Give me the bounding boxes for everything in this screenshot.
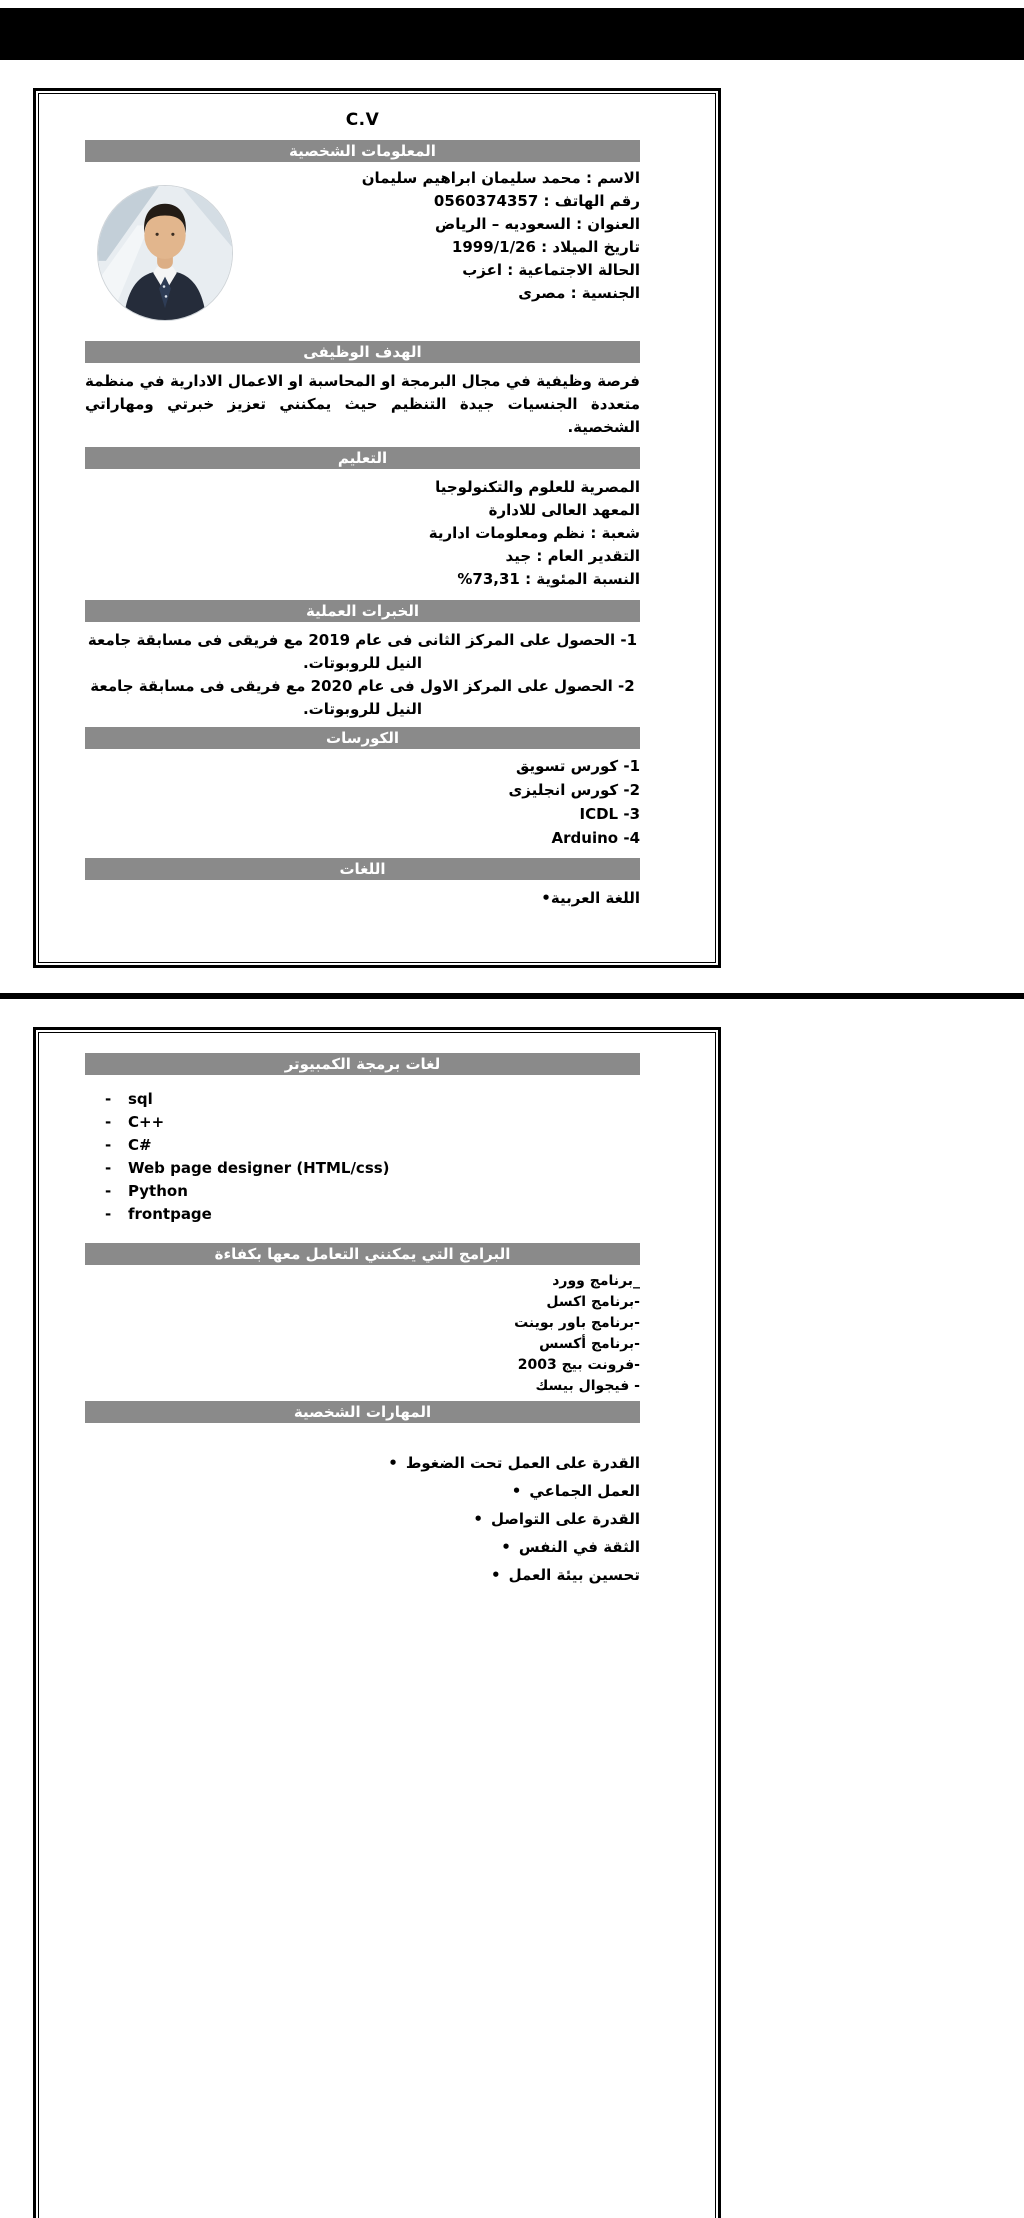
dash-marker: - <box>105 1113 112 1131</box>
education-grade: التقدير العام : جيد <box>505 547 640 565</box>
personal-info-row <box>85 167 640 321</box>
personal-info-marital-status: الحالة الاجتماعية : اعزب <box>462 261 640 279</box>
programming-language-label: sql <box>128 1090 153 1108</box>
section-header-programming-languages: لغات برمجة الكمبيوتر <box>85 1053 640 1075</box>
programming-language-frontpage <box>85 1203 640 1226</box>
skill-item-self-confidence <box>85 1533 640 1561</box>
personal-info-list <box>233 167 640 321</box>
section-header-courses: الكورسات <box>85 727 640 749</box>
programming-languages-list <box>85 1088 640 1226</box>
skill-item-improve-work-environment <box>85 1561 640 1589</box>
programming-language-label: Python <box>128 1182 188 1200</box>
personal-info-address: العنوان : السعوديه – الرياض <box>435 215 640 233</box>
education-university: المصرية للعلوم والتكنولوجيا <box>435 478 640 496</box>
course-item-arduino: 4- Arduino <box>551 829 640 847</box>
page-divider <box>0 993 1024 999</box>
cv-page-2-inner <box>38 1032 716 2218</box>
bullet-marker: • <box>388 1454 398 1472</box>
skills-list <box>85 1449 640 1589</box>
skill-label: القدرة على العمل تحت الضغوط <box>405 1454 640 1472</box>
bullet-marker: • <box>541 889 551 907</box>
program-item-visual-basic: - فيجوال بيسك <box>535 1378 640 1394</box>
programming-language-python <box>85 1180 640 1203</box>
course-item-english: 2- كورس انجليزى <box>508 781 640 799</box>
programming-language-webdesign <box>85 1157 640 1180</box>
education-institute: المعهد العالى للادارة <box>488 501 640 519</box>
section-header-personal-info: المعلومات الشخصية <box>85 140 640 162</box>
personal-info-birthdate: تاريخ الميلاد : 1999/1/26 <box>451 238 640 256</box>
dash-marker: - <box>105 1159 112 1177</box>
education-percentage: النسبة المئوية : 73,31% <box>457 570 640 588</box>
dash-marker: - <box>105 1205 112 1223</box>
course-item-marketing: 1- كورس تسويق <box>515 757 640 775</box>
skill-item-work-under-pressure <box>85 1449 640 1477</box>
skill-label: القدرة على التواصل <box>490 1510 640 1528</box>
profile-photo <box>97 185 233 321</box>
section-header-experience: الخبرات العملية <box>85 600 640 622</box>
programs-list <box>85 1271 640 1397</box>
objective-text: فرصة وظيفية في مجال البرمجة او المحاسبة او الاعمال الادارية في منظمة متعددة الجنسيات جيدة التنظيم حيث يمكنني تعزيز خبرتي ومهاراتي الشخصية. <box>85 372 640 436</box>
language-item-arabic <box>85 887 640 910</box>
experience-list <box>85 629 640 721</box>
program-item-excel: -برنامج اكسل <box>546 1294 640 1310</box>
section-header-languages: اللغات <box>85 858 640 880</box>
section-header-objective: الهدف الوظيفى <box>85 341 640 363</box>
program-item-word: _برنامج وورد <box>552 1273 640 1289</box>
skill-item-teamwork <box>85 1477 640 1505</box>
courses-list <box>85 754 640 850</box>
programming-language-label: frontpage <box>128 1205 212 1223</box>
bullet-marker: • <box>511 1482 522 1500</box>
experience-item-1: 1- الحصول على المركز الثانى فى عام 2019 مع فريقى فى مسابقة جامعة النيل للروبوتات. <box>87 631 638 672</box>
program-item-access: -برنامج أكسس <box>539 1336 640 1352</box>
section-header-programs: البرامج التي يمكنني التعامل معها بكفاءة <box>85 1243 640 1265</box>
skill-label: الثقة في النفس <box>518 1538 640 1556</box>
education-list <box>85 476 640 591</box>
skill-label: تحسين بيئة العمل <box>508 1566 640 1584</box>
skill-label: العمل الجماعي <box>529 1482 640 1500</box>
programming-language-cpp <box>85 1111 640 1134</box>
cv-page-1-inner <box>38 93 716 963</box>
cv-page-1 <box>33 88 721 968</box>
personal-info-name: الاسم : محمد سليمان ابراهيم سليمان <box>361 169 640 187</box>
bullet-marker: • <box>501 1538 511 1556</box>
experience-item-2: 2- الحصول على المركز الاول فى عام 2020 مع فريقى فى مسابقة جامعة النيل للروبوتات. <box>90 677 635 718</box>
bullet-marker: • <box>490 1566 501 1584</box>
personal-info-nationality: الجنسية : مصرى <box>518 284 640 302</box>
program-item-frontpage-2003: -فرونت بيج 2003 <box>517 1357 640 1373</box>
dash-marker: - <box>105 1182 112 1200</box>
programming-language-label: C++ <box>128 1113 165 1131</box>
bullet-marker: • <box>473 1510 483 1528</box>
language-label: اللغة العربية <box>550 889 640 907</box>
personal-info-phone: رقم الهاتف : 0560374357 <box>433 192 640 210</box>
programming-language-csharp <box>85 1134 640 1157</box>
cv-page-2 <box>33 1027 721 2218</box>
programming-language-label: Web page designer (HTML/css) <box>128 1159 390 1177</box>
education-major: شعبة : نظم ومعلومات ادارية <box>428 524 640 542</box>
programming-language-sql <box>85 1088 640 1111</box>
program-item-powerpoint: -برنامج باور بوينت <box>514 1315 640 1331</box>
top-bar <box>0 8 1024 60</box>
programming-language-label: C# <box>128 1136 152 1154</box>
course-item-icdl: 3- ICDL <box>579 805 640 823</box>
dash-marker: - <box>105 1136 112 1154</box>
section-header-education: التعليم <box>85 447 640 469</box>
cv-title: C.V <box>345 110 380 130</box>
skill-item-communication <box>85 1505 640 1533</box>
dash-marker: - <box>105 1090 112 1108</box>
section-header-personal-skills: المهارات الشخصية <box>85 1401 640 1423</box>
